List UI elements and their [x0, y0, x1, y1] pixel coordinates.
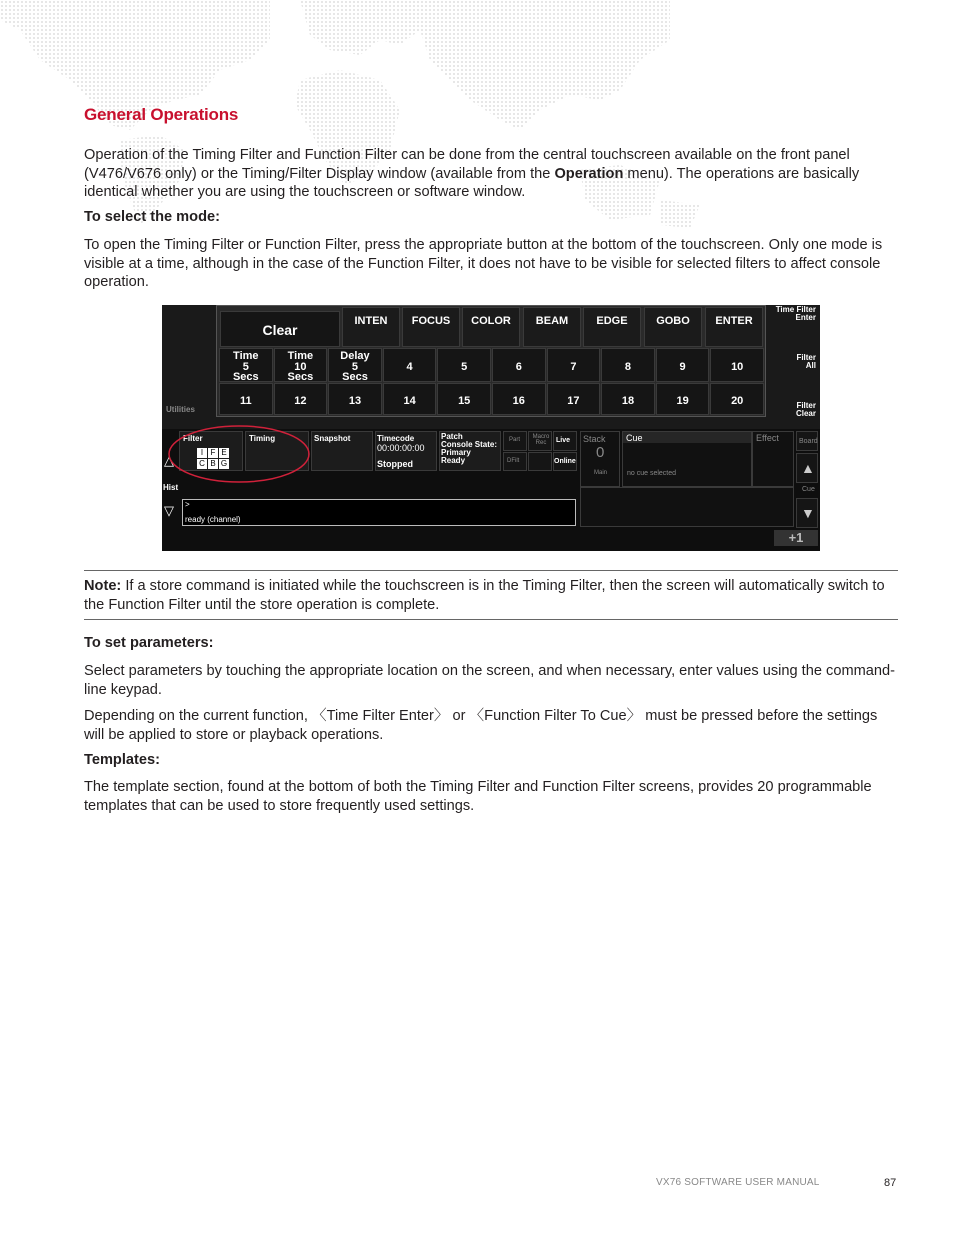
template-button-14[interactable]: 14: [383, 383, 437, 415]
filter-button-enter[interactable]: ENTER: [705, 307, 763, 347]
select-mode-text: To open the Timing Filter or Function Filter, press the appropriate button at the bottom of the touchscreen. Only one mode is visible at a time, although in the case of the Function Filter, it does not have to be visible for selected filters to affect console operation.: [84, 237, 883, 290]
template-button-10[interactable]: 10: [710, 348, 764, 382]
filter-button-edge[interactable]: EDGE: [583, 307, 641, 347]
note-paragraph: Note: If a store command is initiated while the touchscreen is in the Timing Filter, then the screen will automatically switch to the Function Filter until the store operation is complete.: [84, 578, 885, 613]
template-button-20[interactable]: 20: [710, 383, 764, 415]
stack-box: Stack 0 Main: [580, 431, 620, 487]
template-button-8[interactable]: 8: [601, 348, 655, 382]
hist-label: Hist: [163, 483, 179, 492]
set-params-title: To set parameters:: [84, 635, 214, 651]
template-button-13[interactable]: 13: [328, 383, 382, 415]
filter-clear-button[interactable]: Filter Clear: [795, 401, 816, 418]
filter-letter-i[interactable]: I: [197, 448, 207, 458]
dfilt-button[interactable]: DFilt: [503, 452, 527, 471]
cue-up-arrow-icon[interactable]: ▲: [796, 453, 818, 483]
filter-letter-c[interactable]: C: [197, 459, 207, 469]
templates-title: Templates:: [84, 752, 160, 768]
utilities-label: Utilities: [166, 405, 195, 414]
effect-box: Effect: [752, 431, 794, 487]
section-heading: General Operations: [84, 105, 239, 124]
online-button[interactable]: Online: [553, 452, 577, 471]
filter-button-gobo[interactable]: GOBO: [644, 307, 702, 347]
select-mode-title: To select the mode:: [84, 209, 220, 225]
highlight-circle: [162, 305, 820, 551]
down-triangle-icon[interactable]: ▽: [164, 503, 174, 518]
template-button-16[interactable]: 16: [492, 383, 546, 415]
filter-all-button[interactable]: Filter All: [796, 353, 816, 370]
timecode-box: Timecode 00:00:00:00 Stopped: [375, 431, 437, 471]
filter-button-beam[interactable]: BEAM: [523, 307, 581, 347]
templates-text: The template section, found at the bottom of both the Timing Filter and Function Filter screens, provides 20 programmable templates that can be used to store frequently used settings.: [84, 779, 872, 814]
set-params-p1: Select parameters by touching the appropriate location on the screen, and when necessary, enter values using the command-line keypad.: [84, 663, 895, 698]
intro-paragraph: Operation of the Timing Filter and Function Filter can be done from the central touchscreen available on the front panel (V476/V676 only) or the Timing/Filter Display window (available from the Operation menu). The operations are basically identical whether you are using the touchscreen or software window.: [84, 147, 860, 200]
template-button-1[interactable]: Time 5 Secs: [219, 348, 273, 382]
template-button-6[interactable]: 6: [492, 348, 546, 382]
filter-letter-g[interactable]: G: [220, 459, 228, 468]
template-button-11[interactable]: 11: [219, 383, 273, 415]
template-button-9[interactable]: 9: [656, 348, 710, 382]
cue-down-arrow-icon[interactable]: ▼: [796, 498, 818, 528]
filter-letter-f[interactable]: F: [208, 448, 218, 458]
up-triangle-icon[interactable]: △: [164, 453, 174, 468]
note-bottom-rule: [84, 619, 898, 620]
template-button-4[interactable]: 4: [383, 348, 437, 382]
template-button-12[interactable]: 12: [274, 383, 328, 415]
clear-button[interactable]: Clear: [220, 311, 340, 347]
snapshot-box[interactable]: Snapshot: [311, 431, 373, 471]
board-button[interactable]: Board: [796, 431, 818, 451]
set-params-p2: Depending on the current function, 〈Time Filter Enter〉 or 〈Function Filter To Cue〉 must be pressed before the settings will be applied to store or playback operations.: [84, 708, 878, 743]
filter-button-inten[interactable]: INTEN: [342, 307, 400, 347]
patch-box: Patch Console State: Primary Ready: [439, 431, 501, 471]
template-button-17[interactable]: 17: [547, 383, 601, 415]
cue-small-label: Cue: [802, 486, 815, 493]
live-button[interactable]: Live: [553, 431, 577, 451]
page-number: 87: [884, 1177, 897, 1189]
filter-button-focus[interactable]: FOCUS: [402, 307, 460, 347]
manual-footer: VX76 SOFTWARE USER MANUAL: [656, 1177, 820, 1188]
touchscreen-screenshot: [162, 305, 820, 551]
time-filter-enter-button[interactable]: Time Filter Enter: [775, 305, 816, 322]
plus-one-button[interactable]: +1: [774, 530, 818, 546]
filter-button-color[interactable]: COLOR: [462, 307, 520, 347]
template-button-7[interactable]: 7: [547, 348, 601, 382]
template-button-5[interactable]: 5: [437, 348, 491, 382]
filter-letter-e[interactable]: E: [219, 448, 229, 458]
filter-letter-b[interactable]: B: [208, 459, 218, 469]
cue-box: Cue no cue selected: [622, 431, 752, 487]
template-button-19[interactable]: 19: [656, 383, 710, 415]
template-button-15[interactable]: 15: [437, 383, 491, 415]
command-line[interactable]: > ready (channel): [182, 499, 576, 526]
note-top-rule: [84, 570, 898, 571]
filter-box[interactable]: Filter: [179, 431, 243, 471]
macro-rec-button[interactable]: Macro Rec: [528, 431, 552, 451]
timing-box[interactable]: Timing: [245, 431, 309, 471]
template-button-18[interactable]: 18: [601, 383, 655, 415]
operation-menu-term: Operation: [554, 165, 624, 182]
template-button-3[interactable]: Delay 5 Secs: [328, 348, 382, 382]
part-button[interactable]: Part: [503, 431, 527, 451]
template-button-2[interactable]: Time 10 Secs: [274, 348, 328, 382]
